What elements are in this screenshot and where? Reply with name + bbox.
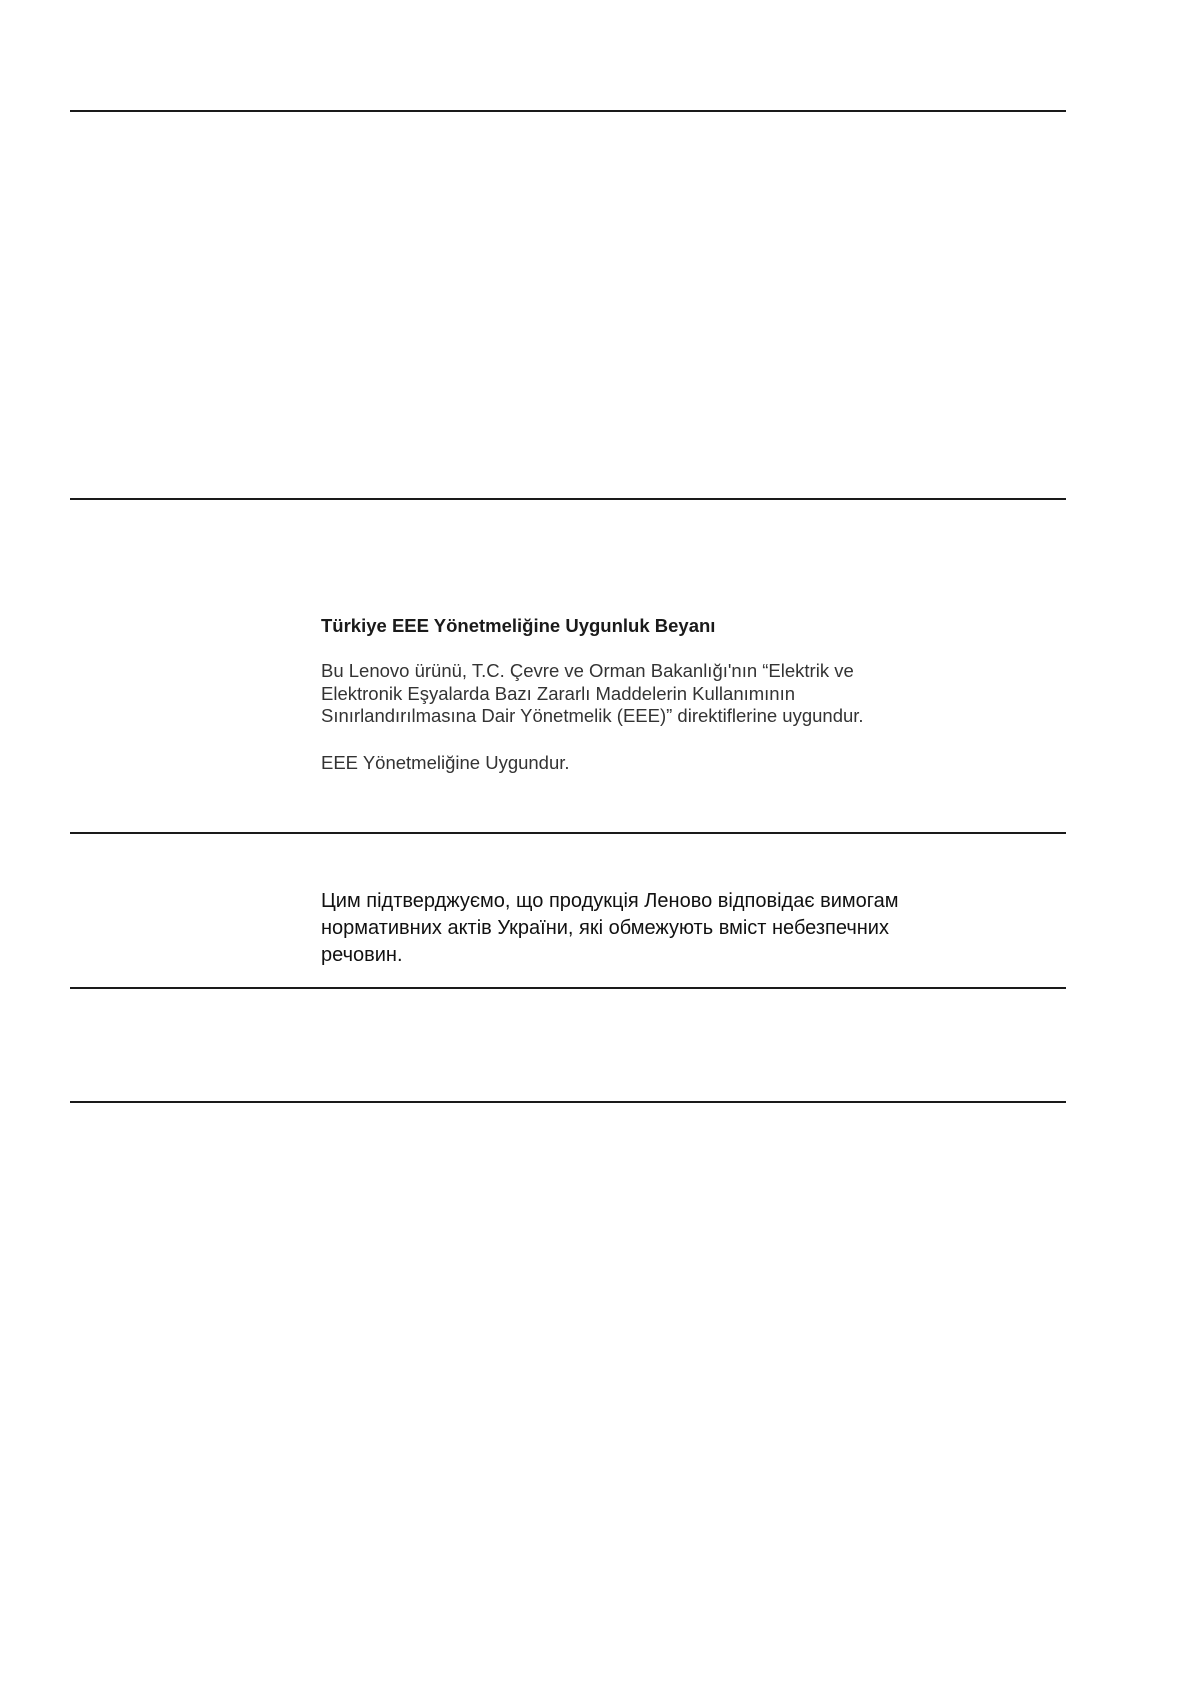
divider-4: [70, 987, 1066, 989]
turkey-section-body: [321, 660, 1021, 728]
ukraine-body-line: речовин.: [321, 944, 403, 966]
divider-5: [70, 1101, 1066, 1103]
ukraine-body-line: нормативних актів України, які обмежують вміст небезпечних: [321, 917, 889, 939]
turkey-section-title: Türkiye EEE Yönetmeliğine Uygunluk Beyanı: [321, 615, 716, 636]
turkey-compliance-statement: EEE Yönetmeliğine Uygundur.: [321, 752, 570, 773]
ukraine-section-body: [321, 888, 1021, 969]
divider-3: [70, 832, 1066, 834]
divider-top: [70, 110, 1066, 112]
turkey-body-line: Elektronik Eşyalarda Bazı Zararlı Maddelerin Kullanımının: [321, 682, 796, 704]
turkey-body-line: Sınırlandırılmasına Dair Yönetmelik (EEE)” direktiflerine uygundur.: [321, 705, 864, 726]
turkey-body-line: Bu Lenovo ürünü, T.C. Çevre ve Orman Bakanlığı'nın “Elektrik ve: [321, 660, 854, 681]
divider-2: [70, 498, 1066, 500]
ukraine-body-line: Цим підтверджуємо, що продукція Леново відповідає вимогам: [321, 890, 899, 912]
